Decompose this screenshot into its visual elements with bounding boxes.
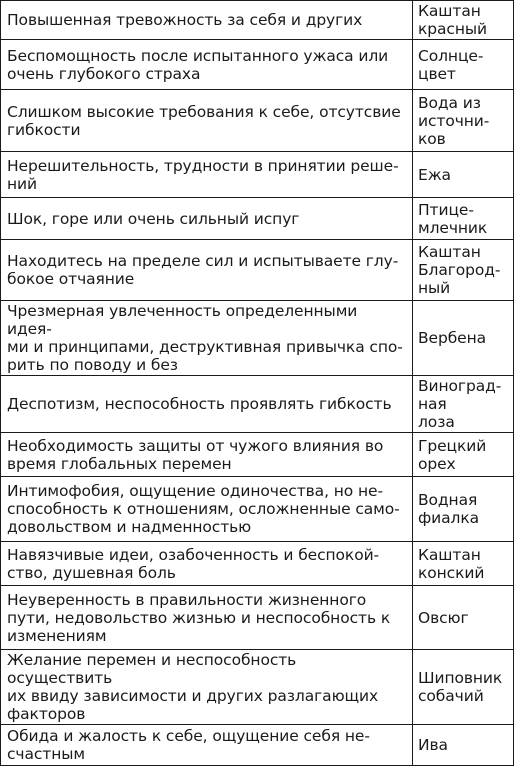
- condition-cell: Нерешительность, трудности в принятии реше- ний: [1, 152, 413, 198]
- remedy-cell: Каштан красный: [413, 1, 514, 40]
- remedy-cell: Каштан конский: [413, 542, 514, 586]
- condition-cell: Слишком высокие требования к себе, отсутсвие гибкости: [1, 90, 413, 152]
- table-row: [1, 586, 514, 650]
- condition-cell: Повышенная тревожность за себя и других: [1, 1, 413, 40]
- condition-cell: Беспомощность после испытанного ужаса или очень глубокого страха: [1, 40, 413, 90]
- remedy-cell: Солнце- цвет: [413, 40, 514, 90]
- remedy-cell: Овсюг: [413, 586, 514, 650]
- remedy-cell: Птице- млечник: [413, 198, 514, 240]
- remedy-cell: Вербена: [413, 301, 514, 376]
- condition-cell: Интимофобия, ощущение одиночества, но не- способность к отношениям, осложненные само- довольством и надменностью: [1, 477, 413, 542]
- table-row: [1, 301, 514, 376]
- table-row: [1, 198, 514, 240]
- remedy-cell: Ива: [413, 725, 514, 766]
- table-row: [1, 376, 514, 433]
- condition-cell: Чрезмерная увлеченность определенными идея- ми и принципами, деструктивная привычка спо- рить по поводу и без: [1, 301, 413, 376]
- remedy-cell: Виноград- ная лоза: [413, 376, 514, 433]
- remedy-cell: Водная фиалка: [413, 477, 514, 542]
- table-row: [1, 1, 514, 40]
- table-row: [1, 477, 514, 542]
- remedy-cell: Каштан Благород- ный: [413, 240, 514, 301]
- condition-cell: Необходимость защиты от чужого влияния во время глобальных перемен: [1, 433, 413, 477]
- remedy-cell: Грецкий орех: [413, 433, 514, 477]
- condition-cell: Шок, горе или очень сильный испуг: [1, 198, 413, 240]
- condition-cell: Желание перемен и неспособность осуществить их ввиду зависимости и других разлагающих факторов: [1, 650, 413, 725]
- condition-cell: Неуверенность в правильности жизненного пути, недовольство жизнью и неспособность к изменениям: [1, 586, 413, 650]
- remedy-cell: Ежа: [413, 152, 514, 198]
- condition-cell: Находитесь на пределе сил и испытываете глу- бокое отчаяние: [1, 240, 413, 301]
- remedies-table-body: [1, 1, 514, 766]
- table-row: [1, 40, 514, 90]
- table-row: [1, 542, 514, 586]
- table-row: [1, 650, 514, 725]
- condition-cell: Обида и жалость к себе, ощущение себя не- счастным: [1, 725, 413, 766]
- table-row: [1, 90, 514, 152]
- condition-cell: Навязчивые идеи, озабоченность и беспокой- ство, душевная боль: [1, 542, 413, 586]
- table-row: [1, 152, 514, 198]
- table-row: [1, 240, 514, 301]
- remedy-cell: Шиповник собачий: [413, 650, 514, 725]
- table-row: [1, 433, 514, 477]
- table-row: [1, 725, 514, 766]
- remedy-cell: Вода из источни- ков: [413, 90, 514, 152]
- condition-cell: Деспотизм, неспособность проявлять гибкость: [1, 376, 413, 433]
